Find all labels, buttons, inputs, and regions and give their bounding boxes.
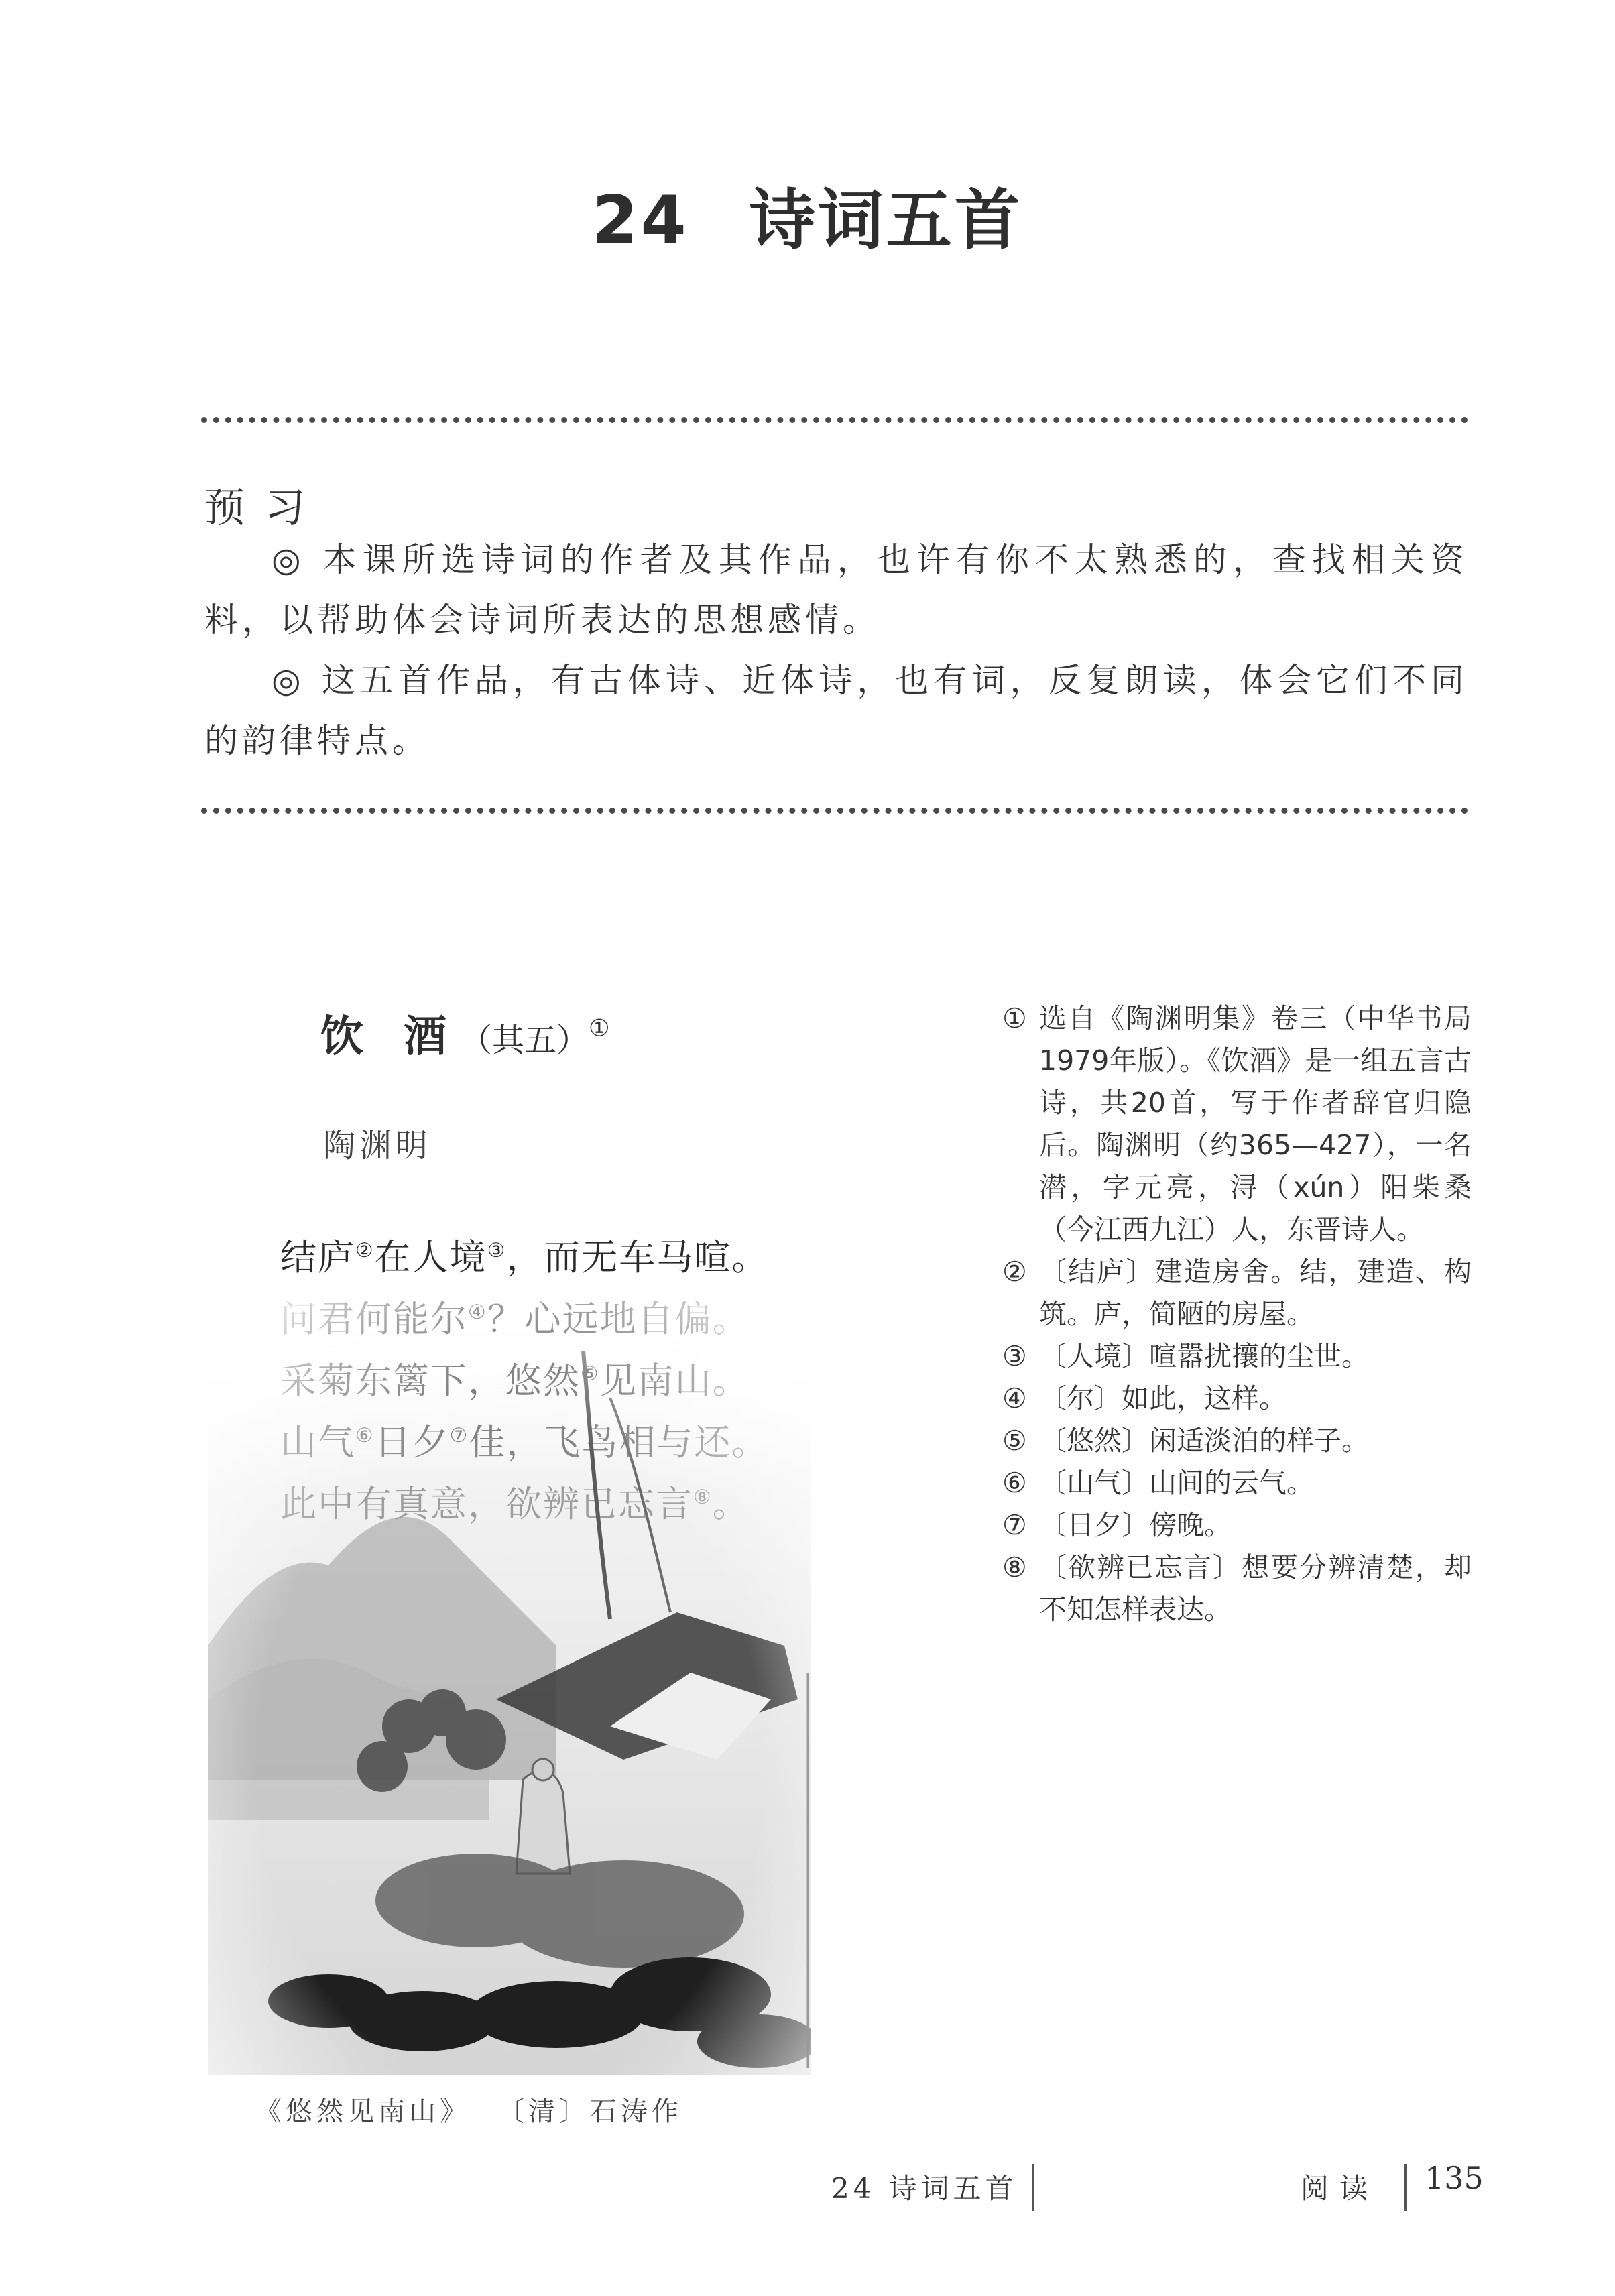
preview-item: ◎ 这五首作品，有古体诗、近体诗，也有词，反复朗读，体会它们不同的韵律特点。 bbox=[204, 661, 1469, 760]
painting-artist: 〔清〕石涛作 bbox=[511, 2096, 682, 2127]
bottom-dotted-divider bbox=[201, 808, 1468, 814]
footer-divider bbox=[1404, 2164, 1407, 2211]
bullet-icon: ◎ bbox=[272, 540, 303, 579]
painting-title: 《悠然见南山》 bbox=[255, 2096, 471, 2127]
footer-chapter: 24 诗词五首 bbox=[831, 2172, 1018, 2205]
poem-title: 饮 酒 （其五）① bbox=[320, 1012, 610, 1062]
landscape-painting bbox=[208, 1297, 811, 2075]
page-number: 135 bbox=[1425, 2160, 1484, 2196]
footnote-item: ⑥ 〔山气〕山间的云气。 bbox=[1002, 1467, 1314, 1499]
lesson-title bbox=[0, 168, 1615, 262]
footnote-marker: ① bbox=[589, 1014, 610, 1042]
poem-line: 结庐②在人境③，而无车马喧。 bbox=[280, 1236, 770, 1278]
footnote-item: ② 〔结庐〕建造房舍。结，建造、构筑。庐，简陋的房屋。 bbox=[1002, 1256, 1472, 1330]
footnote-marker: ③ bbox=[487, 1239, 507, 1262]
footnotes bbox=[1002, 998, 1472, 1631]
poem-subtitle: （其五） bbox=[460, 1022, 589, 1059]
painting-caption bbox=[255, 2090, 682, 2128]
footnote-item: ① 选自《陶渊明集》卷三（中华书局1979年版）。《饮酒》是一组五言古诗，共20首，写于作者辞官归隐后。陶渊明（约365—427），一名潜，字元亮，浔（xún）阳柴桑（今江西九江）人，东晋诗人。 bbox=[1002, 1002, 1472, 1246]
poem-author: 陶渊明 bbox=[323, 1127, 432, 1164]
preview-heading: 预习 bbox=[204, 485, 325, 532]
lesson-number: 24 bbox=[592, 182, 689, 259]
footer-section: 阅读 bbox=[1301, 2172, 1379, 2205]
preview-body bbox=[204, 530, 1468, 771]
footnote-marker: ② bbox=[355, 1239, 375, 1262]
footer-divider bbox=[1032, 2164, 1034, 2211]
footnote-item: ⑧ 〔欲辨已忘言〕想要分辨清楚，却不知怎样表达。 bbox=[1002, 1551, 1472, 1626]
lesson-title-text: 诗词五首 bbox=[749, 182, 1023, 259]
footnote-item: ③ 〔人境〕喧嚣扰攘的尘世。 bbox=[1002, 1340, 1369, 1372]
footnote-item: ④ 〔尔〕如此，这样。 bbox=[1002, 1382, 1287, 1414]
top-dotted-divider bbox=[201, 417, 1468, 423]
footnote-item: ⑦ 〔日夕〕傍晚。 bbox=[1002, 1509, 1232, 1541]
preview-item: ◎ 本课所选诗词的作者及其作品，也许有你不太熟悉的，查找相关资料，以帮助体会诗词所表达的思想感情。 bbox=[204, 540, 1468, 640]
footnote-item: ⑤ 〔悠然〕闲适淡泊的样子。 bbox=[1002, 1425, 1369, 1457]
bullet-icon: ◎ bbox=[272, 661, 302, 700]
